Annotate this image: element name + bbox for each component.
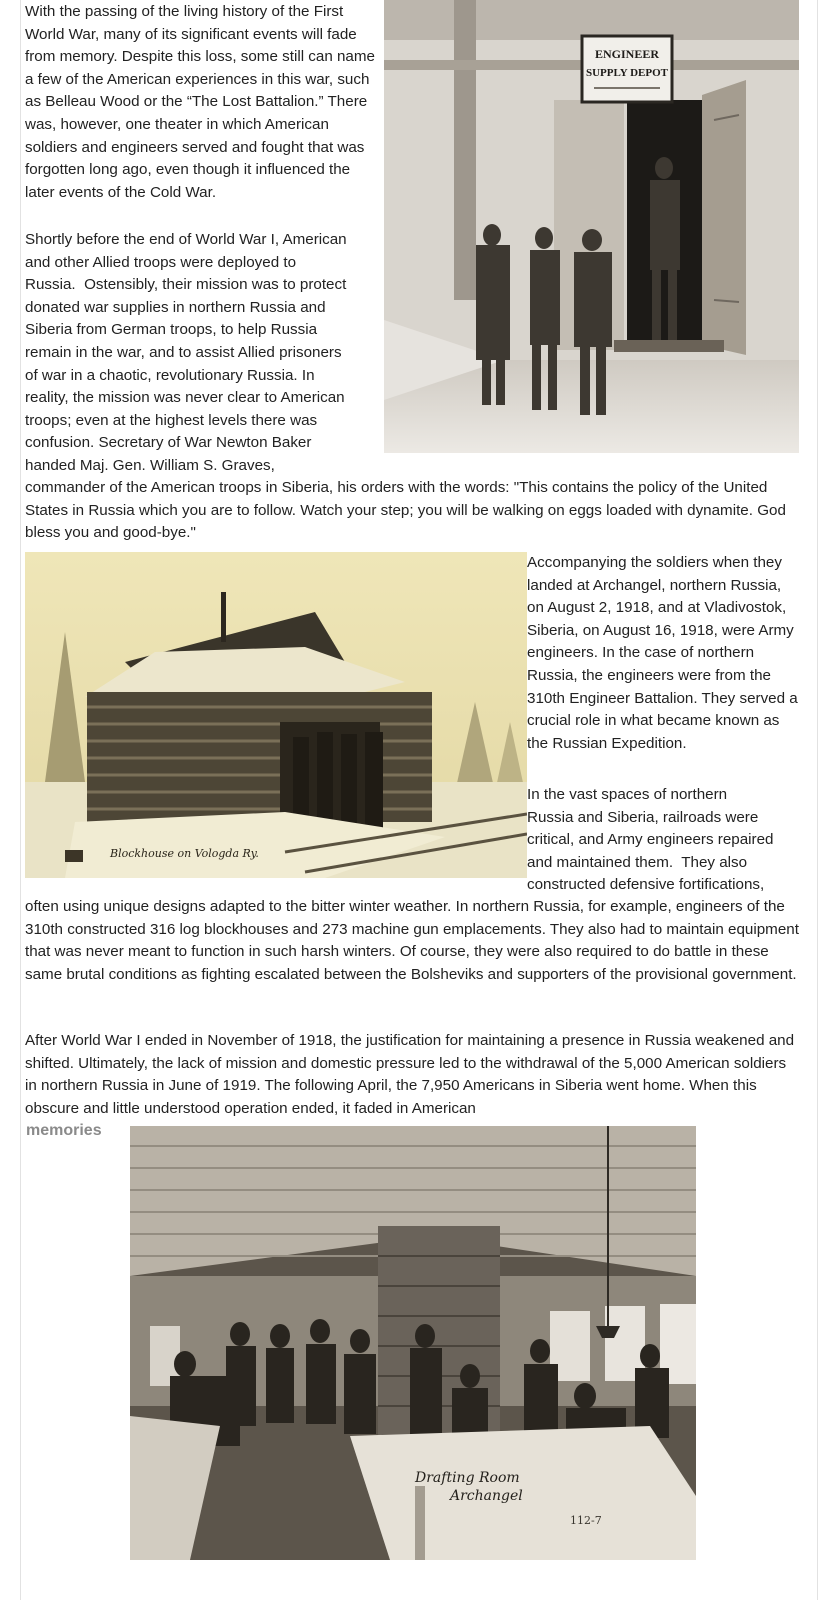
paragraph-intro: With the passing of the living history of the First World War, many of its significant events will fade from memory. Despite this loss, some still can name a few of the American experiences in this war, such as Belleau Wood or the “The Lost Battalion.” There was, however, one theater in which American soldiers and engineers served and fought that was forgotten long ago, even though it influenced the later events of the Cold War. <box>25 3 375 201</box>
paragraph-railroads-tail: often using unique designs adapted to the bitter winter weather. In northern Russia, for example, engineers of the 310th constructed 316 log blockhouses and 273 machine gun emplacements. They also had to maintain equipment that was never meant to function in such harsh winters. Of course, they were also required to do battle in these same brutal conditions as fighting escalated between the Bolsheviks and supporters of the provisional government. <box>25 898 799 983</box>
drafting-caption-line1: Drafting Room <box>415 1470 520 1486</box>
text-line: Siberia from German troops, to help Russia <box>25 321 318 339</box>
photo-blockhouse <box>25 552 527 878</box>
text-line: Russia. Ostensibly, their mission was to protect <box>25 276 347 294</box>
drafting-number: 112-7 <box>570 1514 602 1527</box>
sign-text-line2: SUPPLY DEPOT <box>585 67 669 79</box>
paragraph-engineers: Accompanying the soldiers when they landed at Archangel, northern Russia, on August 2, 1918, and at Vladivostok, Siberia, on August 16, 1918, were Army engineers. In the case of northern Russia, the engineers were from the 310th Engineer Battalion. They served a crucial role in what became known as the Russian Expedition. <box>527 554 798 752</box>
blockhouse-caption: Blockhouse on Vologda Ry. <box>110 847 259 860</box>
sign-text-line1: ENGINEER <box>594 47 660 61</box>
photo-drafting-room <box>130 1126 696 1560</box>
photo-engineer-supply-depot <box>384 0 799 453</box>
text-line: Russia and Siberia, railroads were <box>527 808 759 826</box>
paragraph-withdrawal: After World War I ended in November of 1918, the justification for maintaining a presence in Russia weakened and shifted. Ultimately, the lack of mission and domestic pressure led to the withdrawal of the 5,000 American soldiers in northern Russia in June of 1919. The following April, the 7,950 Americans in Siberia went home. When this obscure and little understood operation ended, it faded in American <box>25 1032 795 1117</box>
text-line: of war in a chaotic, revolutionary Russia. In <box>25 366 315 384</box>
text-line: and maintained them. They also <box>527 853 748 871</box>
article-page <box>20 0 818 1600</box>
text-line: and other Allied troops were deployed to <box>25 253 297 271</box>
paragraph-railroads <box>527 784 809 897</box>
text-line: In the vast spaces of northern <box>527 786 728 803</box>
text-line: remain in the war, and to assist Allied prisoners <box>25 343 342 361</box>
text-line: handed Maj. Gen. William S. Graves, <box>25 456 275 474</box>
text-line: confusion. Secretary of War Newton Baker <box>25 434 312 452</box>
memories-label: memories <box>26 1122 102 1139</box>
text-line: reality, the mission was never clear to American <box>25 389 345 407</box>
paragraph-deployment <box>25 229 377 478</box>
text-line: donated war supplies in northern Russia and <box>25 298 326 316</box>
text-line: troops; even at the highest levels there was <box>25 411 318 429</box>
drafting-caption-line2: Archangel <box>450 1488 523 1504</box>
paragraph-deployment-tail: commander of the American troops in Siberia, his orders with the words: "This contains the policy of the United States in Russia which you are to follow. Watch your step; you will be walking on eggs loaded with dynamite. God bless you and good-bye." <box>25 479 786 542</box>
text-line: constructed defensive fortifications, <box>527 876 765 894</box>
text-line: Shortly before the end of World War I, American <box>25 231 347 248</box>
text-line: critical, and Army engineers repaired <box>527 831 774 849</box>
